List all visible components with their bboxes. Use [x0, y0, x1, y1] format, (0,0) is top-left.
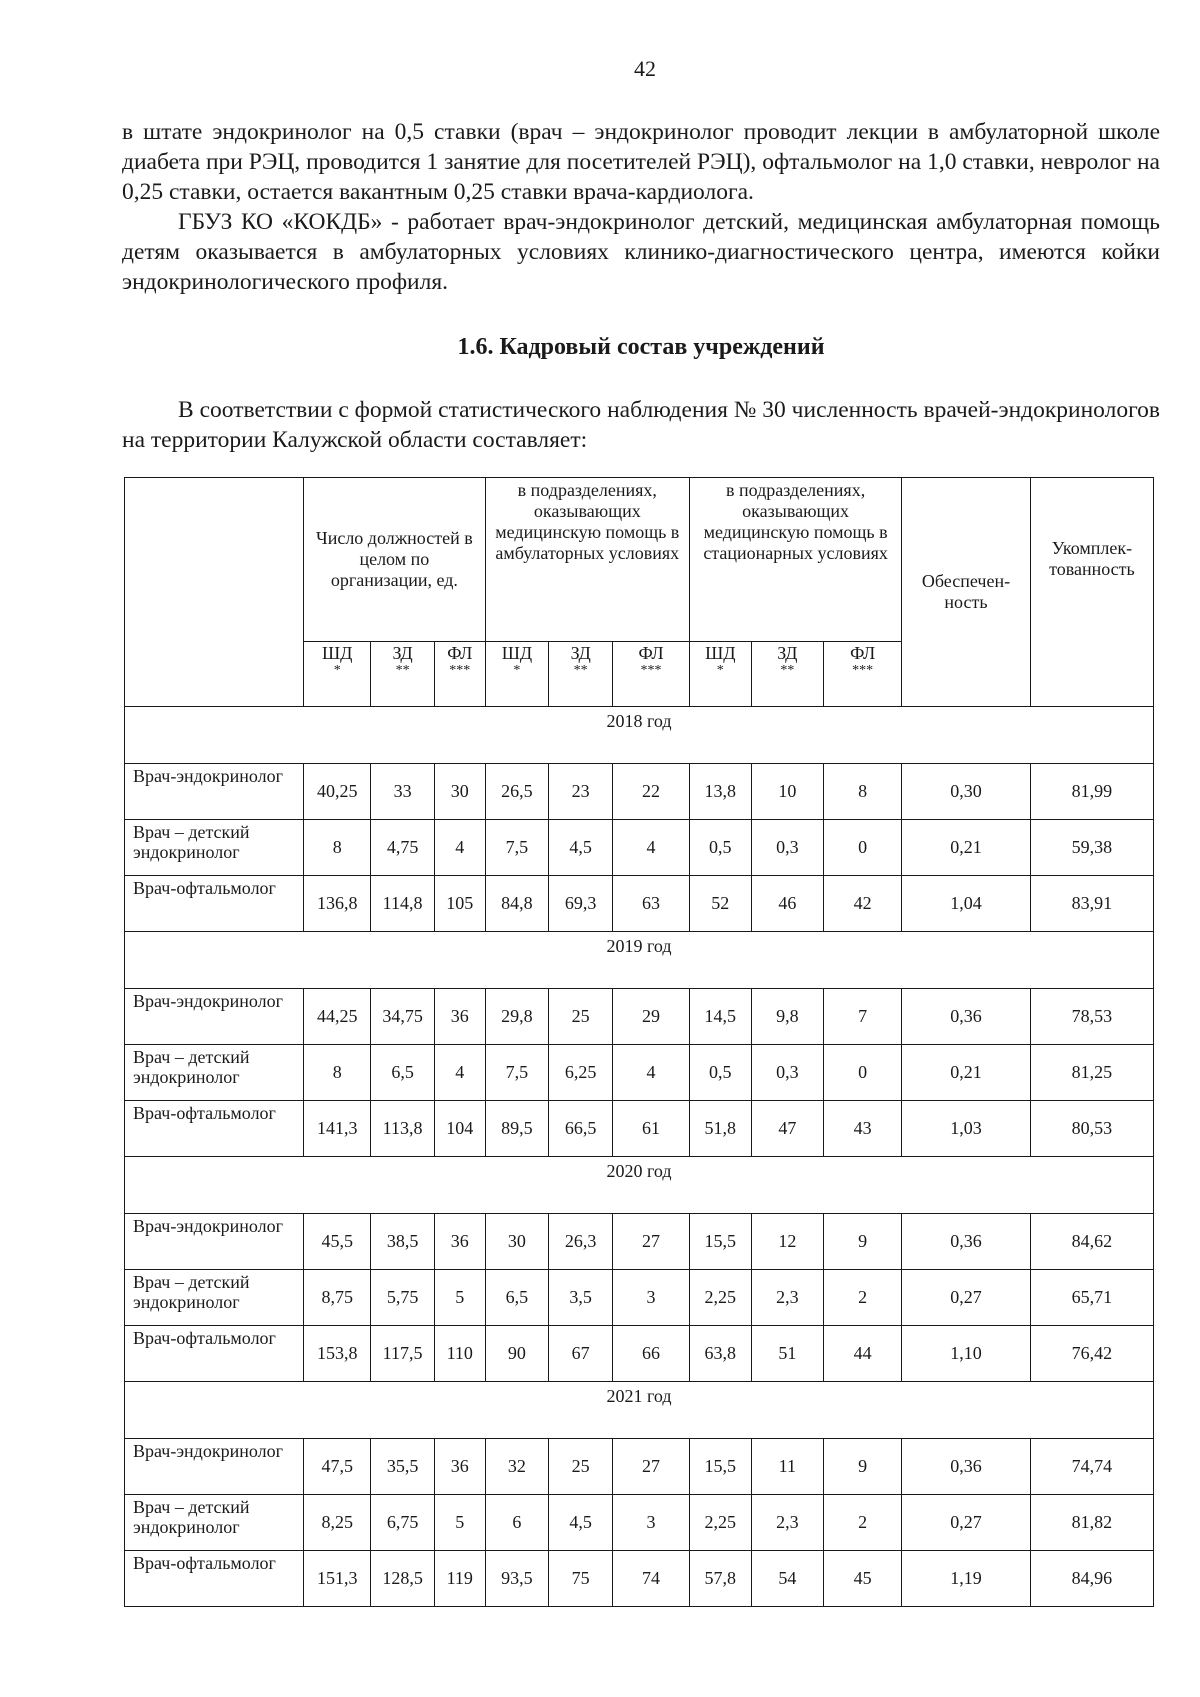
- value-cell: 1,19: [902, 1551, 1031, 1607]
- year-label: 2021 год: [125, 1382, 1154, 1439]
- value-cell: 2,25: [690, 1270, 752, 1326]
- value-cell: 141,3: [304, 1101, 371, 1157]
- value-cell: 8,25: [304, 1495, 371, 1551]
- value-cell: 0,36: [902, 989, 1031, 1045]
- value-cell: 26,3: [549, 1214, 613, 1270]
- value-cell: 47: [751, 1101, 824, 1157]
- value-cell: 61: [613, 1101, 690, 1157]
- value-cell: 13,8: [690, 764, 752, 820]
- value-cell: 66,5: [549, 1101, 613, 1157]
- subheader-mark: ***: [449, 663, 471, 679]
- value-cell: 25: [549, 1439, 613, 1495]
- subheader-mark: ***: [852, 663, 874, 679]
- subheader-code: ЗД: [392, 643, 413, 664]
- value-cell: 5: [434, 1270, 485, 1326]
- year-row: [125, 1382, 1154, 1439]
- position-cell: Врач – детский эндокринолог: [125, 1270, 304, 1326]
- position-cell: Врач-эндокринолог: [125, 764, 304, 820]
- value-cell: 1,04: [902, 876, 1031, 932]
- value-cell: 7,5: [485, 1045, 549, 1101]
- value-cell: 3,5: [549, 1270, 613, 1326]
- subheader-code: ШД: [705, 643, 736, 664]
- value-cell: 9: [824, 1214, 902, 1270]
- value-cell: 75: [549, 1551, 613, 1607]
- value-cell: 81,99: [1030, 764, 1153, 820]
- subheader-mark: **: [395, 663, 410, 679]
- header-group-ambulatory: в подразделениях, оказывающих медицинскую помощь в амбулаторных условиях: [485, 478, 689, 642]
- value-cell: 57,8: [690, 1551, 752, 1607]
- value-cell: 78,53: [1030, 989, 1153, 1045]
- value-cell: 4,5: [549, 1495, 613, 1551]
- value-cell: 30: [485, 1214, 549, 1270]
- value-cell: 46: [751, 876, 824, 932]
- value-cell: 74,74: [1030, 1439, 1153, 1495]
- value-cell: 4: [434, 1045, 485, 1101]
- value-cell: 6,5: [371, 1045, 435, 1101]
- value-cell: 4: [613, 1045, 690, 1101]
- value-cell: 33: [371, 764, 435, 820]
- table-row: [125, 1326, 1154, 1382]
- value-cell: 4,5: [549, 820, 613, 876]
- header-group-inpatient: в подразделениях, оказывающих медицинскую помощь в стационарных условиях: [690, 478, 902, 642]
- paragraph-kokdb: ГБУЗ КО «КОКДБ» - работает врач-эндокринолог детский, медицинская амбулаторная помощь детям оказывается в амбулаторных условиях клинико-диагностического центра, имеются койки эндокринологического профиля.: [122, 209, 1160, 295]
- value-cell: 40,25: [304, 764, 371, 820]
- position-cell: Врач – детский эндокринолог: [125, 1495, 304, 1551]
- value-cell: 9: [824, 1439, 902, 1495]
- value-cell: 1,03: [902, 1101, 1031, 1157]
- value-cell: 32: [485, 1439, 549, 1495]
- value-cell: 0,36: [902, 1214, 1031, 1270]
- value-cell: 81,25: [1030, 1045, 1153, 1101]
- intro-paragraph: В соответствии с формой статистического наблюдения № 30 численность врачей-эндокринологов на территории Калужской области составляет:: [122, 397, 1160, 453]
- value-cell: 117,5: [371, 1326, 435, 1382]
- value-cell: 0: [824, 1045, 902, 1101]
- subheader-code: ФЛ: [638, 643, 664, 664]
- value-cell: 51: [751, 1326, 824, 1382]
- subheader-code: ФЛ: [850, 643, 876, 664]
- value-cell: 54: [751, 1551, 824, 1607]
- value-cell: 30: [434, 764, 485, 820]
- subheader-mark: *: [333, 663, 341, 679]
- header-group-total: Число должностей в целом по организации, ед.: [304, 478, 485, 642]
- value-cell: 35,5: [371, 1439, 435, 1495]
- value-cell: 0,3: [751, 1045, 824, 1101]
- value-cell: 26,5: [485, 764, 549, 820]
- value-cell: 36: [434, 1214, 485, 1270]
- subheader-total-1: [371, 642, 435, 707]
- value-cell: 2: [824, 1270, 902, 1326]
- value-cell: 22: [613, 764, 690, 820]
- value-cell: 74: [613, 1551, 690, 1607]
- value-cell: 45: [824, 1551, 902, 1607]
- position-cell: Врач-офтальмолог: [125, 1326, 304, 1382]
- value-cell: 0,21: [902, 1045, 1031, 1101]
- page-number: 42: [634, 56, 656, 81]
- table-row: [125, 1045, 1154, 1101]
- table-row: [125, 1495, 1154, 1551]
- subheader-total-0: [304, 642, 371, 707]
- year-row: [125, 707, 1154, 764]
- position-cell: Врач-эндокринолог: [125, 1439, 304, 1495]
- value-cell: 80,53: [1030, 1101, 1153, 1157]
- value-cell: 7,5: [485, 820, 549, 876]
- header-position: [125, 478, 304, 707]
- table-row: [125, 1551, 1154, 1607]
- subheader-code: ШД: [501, 643, 533, 664]
- subheader-ambulatory-0: [485, 642, 549, 707]
- staff-table: [124, 477, 1154, 1607]
- position-cell: Врач-эндокринолог: [125, 1214, 304, 1270]
- subheader-mark: *: [716, 663, 724, 679]
- value-cell: 14,5: [690, 989, 752, 1045]
- year-row: [125, 932, 1154, 989]
- value-cell: 4: [434, 820, 485, 876]
- subheader-mark: *: [513, 663, 521, 679]
- value-cell: 42: [824, 876, 902, 932]
- value-cell: 63,8: [690, 1326, 752, 1382]
- position-cell: Врач-эндокринолог: [125, 989, 304, 1045]
- header-row-groups: [125, 478, 1154, 642]
- table-row: [125, 764, 1154, 820]
- value-cell: 136,8: [304, 876, 371, 932]
- value-cell: 119: [434, 1551, 485, 1607]
- value-cell: 76,42: [1030, 1326, 1153, 1382]
- value-cell: 67: [549, 1326, 613, 1382]
- year-row: [125, 1157, 1154, 1214]
- subheader-inpatient-0: [690, 642, 752, 707]
- value-cell: 65,71: [1030, 1270, 1153, 1326]
- value-cell: 44,25: [304, 989, 371, 1045]
- value-cell: 0: [824, 820, 902, 876]
- header-staffing: Укомплек-тованность: [1030, 478, 1153, 707]
- value-cell: 43: [824, 1101, 902, 1157]
- value-cell: 7: [824, 989, 902, 1045]
- value-cell: 27: [613, 1439, 690, 1495]
- value-cell: 52: [690, 876, 752, 932]
- value-cell: 0,21: [902, 820, 1031, 876]
- value-cell: 63: [613, 876, 690, 932]
- value-cell: 6,5: [485, 1270, 549, 1326]
- table-row: [125, 820, 1154, 876]
- subheader-mark: **: [780, 663, 795, 679]
- value-cell: 0,5: [690, 820, 752, 876]
- value-cell: 84,8: [485, 876, 549, 932]
- section-heading: 1.6. Кадровый состав учреждений: [457, 334, 825, 360]
- value-cell: 27: [613, 1214, 690, 1270]
- value-cell: 151,3: [304, 1551, 371, 1607]
- value-cell: 36: [434, 989, 485, 1045]
- value-cell: 5: [434, 1495, 485, 1551]
- paragraph-staffing-rec: в штате эндокринолог на 0,5 ставки (врач – эндокринолог проводит лекции в амбулаторной школе диабета при РЭЦ, проводится 1 занятие для посетителей РЭЦ), офтальмолог на 1,0 ставки, невролог на 0,25 ставки, остается вакантным 0,25 ставки врача-кардиолога.: [122, 119, 1160, 205]
- value-cell: 113,8: [371, 1101, 435, 1157]
- value-cell: 8: [304, 820, 371, 876]
- value-cell: 2: [824, 1495, 902, 1551]
- subheader-mark: ***: [640, 663, 662, 679]
- subheader-ambulatory-2: [613, 642, 690, 707]
- value-cell: 8: [304, 1045, 371, 1101]
- value-cell: 89,5: [485, 1101, 549, 1157]
- table-row: [125, 1270, 1154, 1326]
- value-cell: 2,3: [751, 1270, 824, 1326]
- table-row: [125, 989, 1154, 1045]
- subheader-code: ФЛ: [447, 643, 473, 664]
- year-label: 2020 год: [125, 1157, 1154, 1214]
- value-cell: 2,25: [690, 1495, 752, 1551]
- value-cell: 10: [751, 764, 824, 820]
- position-cell: Врач-офтальмолог: [125, 1551, 304, 1607]
- value-cell: 104: [434, 1101, 485, 1157]
- value-cell: 0,3: [751, 820, 824, 876]
- table-row: [125, 876, 1154, 932]
- value-cell: 4,75: [371, 820, 435, 876]
- value-cell: 8: [824, 764, 902, 820]
- value-cell: 11: [751, 1439, 824, 1495]
- value-cell: 3: [613, 1270, 690, 1326]
- value-cell: 23: [549, 764, 613, 820]
- value-cell: 0,27: [902, 1495, 1031, 1551]
- position-cell: Врач-офтальмолог: [125, 876, 304, 932]
- value-cell: 114,8: [371, 876, 435, 932]
- value-cell: 47,5: [304, 1439, 371, 1495]
- position-cell: Врач – детский эндокринолог: [125, 820, 304, 876]
- value-cell: 29,8: [485, 989, 549, 1045]
- table-body: [125, 707, 1154, 1607]
- value-cell: 84,96: [1030, 1551, 1153, 1607]
- value-cell: 8,75: [304, 1270, 371, 1326]
- value-cell: 0,5: [690, 1045, 752, 1101]
- value-cell: 81,82: [1030, 1495, 1153, 1551]
- value-cell: 9,8: [751, 989, 824, 1045]
- value-cell: 15,5: [690, 1439, 752, 1495]
- subheader-inpatient-2: [824, 642, 902, 707]
- value-cell: 5,75: [371, 1270, 435, 1326]
- year-label: 2019 год: [125, 932, 1154, 989]
- value-cell: 110: [434, 1326, 485, 1382]
- value-cell: 4: [613, 820, 690, 876]
- value-cell: 93,5: [485, 1551, 549, 1607]
- value-cell: 15,5: [690, 1214, 752, 1270]
- value-cell: 3: [613, 1495, 690, 1551]
- value-cell: 6: [485, 1495, 549, 1551]
- header-provision: Обеспечен-ность: [902, 478, 1031, 707]
- value-cell: 69,3: [549, 876, 613, 932]
- value-cell: 153,8: [304, 1326, 371, 1382]
- value-cell: 0,27: [902, 1270, 1031, 1326]
- value-cell: 1,10: [902, 1326, 1031, 1382]
- value-cell: 12: [751, 1214, 824, 1270]
- value-cell: 84,62: [1030, 1214, 1153, 1270]
- value-cell: 38,5: [371, 1214, 435, 1270]
- value-cell: 2,3: [751, 1495, 824, 1551]
- subheader-code: ЗД: [777, 643, 798, 664]
- value-cell: 0,36: [902, 1439, 1031, 1495]
- year-label: 2018 год: [125, 707, 1154, 764]
- subheader-total-2: [434, 642, 485, 707]
- table-row: [125, 1214, 1154, 1270]
- value-cell: 128,5: [371, 1551, 435, 1607]
- subheader-code: ЗД: [570, 643, 591, 664]
- subheader-inpatient-1: [751, 642, 824, 707]
- subheader-ambulatory-1: [549, 642, 613, 707]
- value-cell: 66: [613, 1326, 690, 1382]
- value-cell: 51,8: [690, 1101, 752, 1157]
- value-cell: 44: [824, 1326, 902, 1382]
- value-cell: 36: [434, 1439, 485, 1495]
- table-row: [125, 1101, 1154, 1157]
- subheader-mark: **: [573, 663, 588, 679]
- value-cell: 105: [434, 876, 485, 932]
- subheader-code: ШД: [321, 643, 353, 664]
- value-cell: 0,30: [902, 764, 1031, 820]
- value-cell: 83,91: [1030, 876, 1153, 932]
- position-cell: Врач-офтальмолог: [125, 1101, 304, 1157]
- value-cell: 25: [549, 989, 613, 1045]
- value-cell: 59,38: [1030, 820, 1153, 876]
- value-cell: 34,75: [371, 989, 435, 1045]
- value-cell: 90: [485, 1326, 549, 1382]
- value-cell: 6,25: [549, 1045, 613, 1101]
- position-cell: Врач – детский эндокринолог: [125, 1045, 304, 1101]
- value-cell: 6,75: [371, 1495, 435, 1551]
- value-cell: 45,5: [304, 1214, 371, 1270]
- table-row: [125, 1439, 1154, 1495]
- value-cell: 29: [613, 989, 690, 1045]
